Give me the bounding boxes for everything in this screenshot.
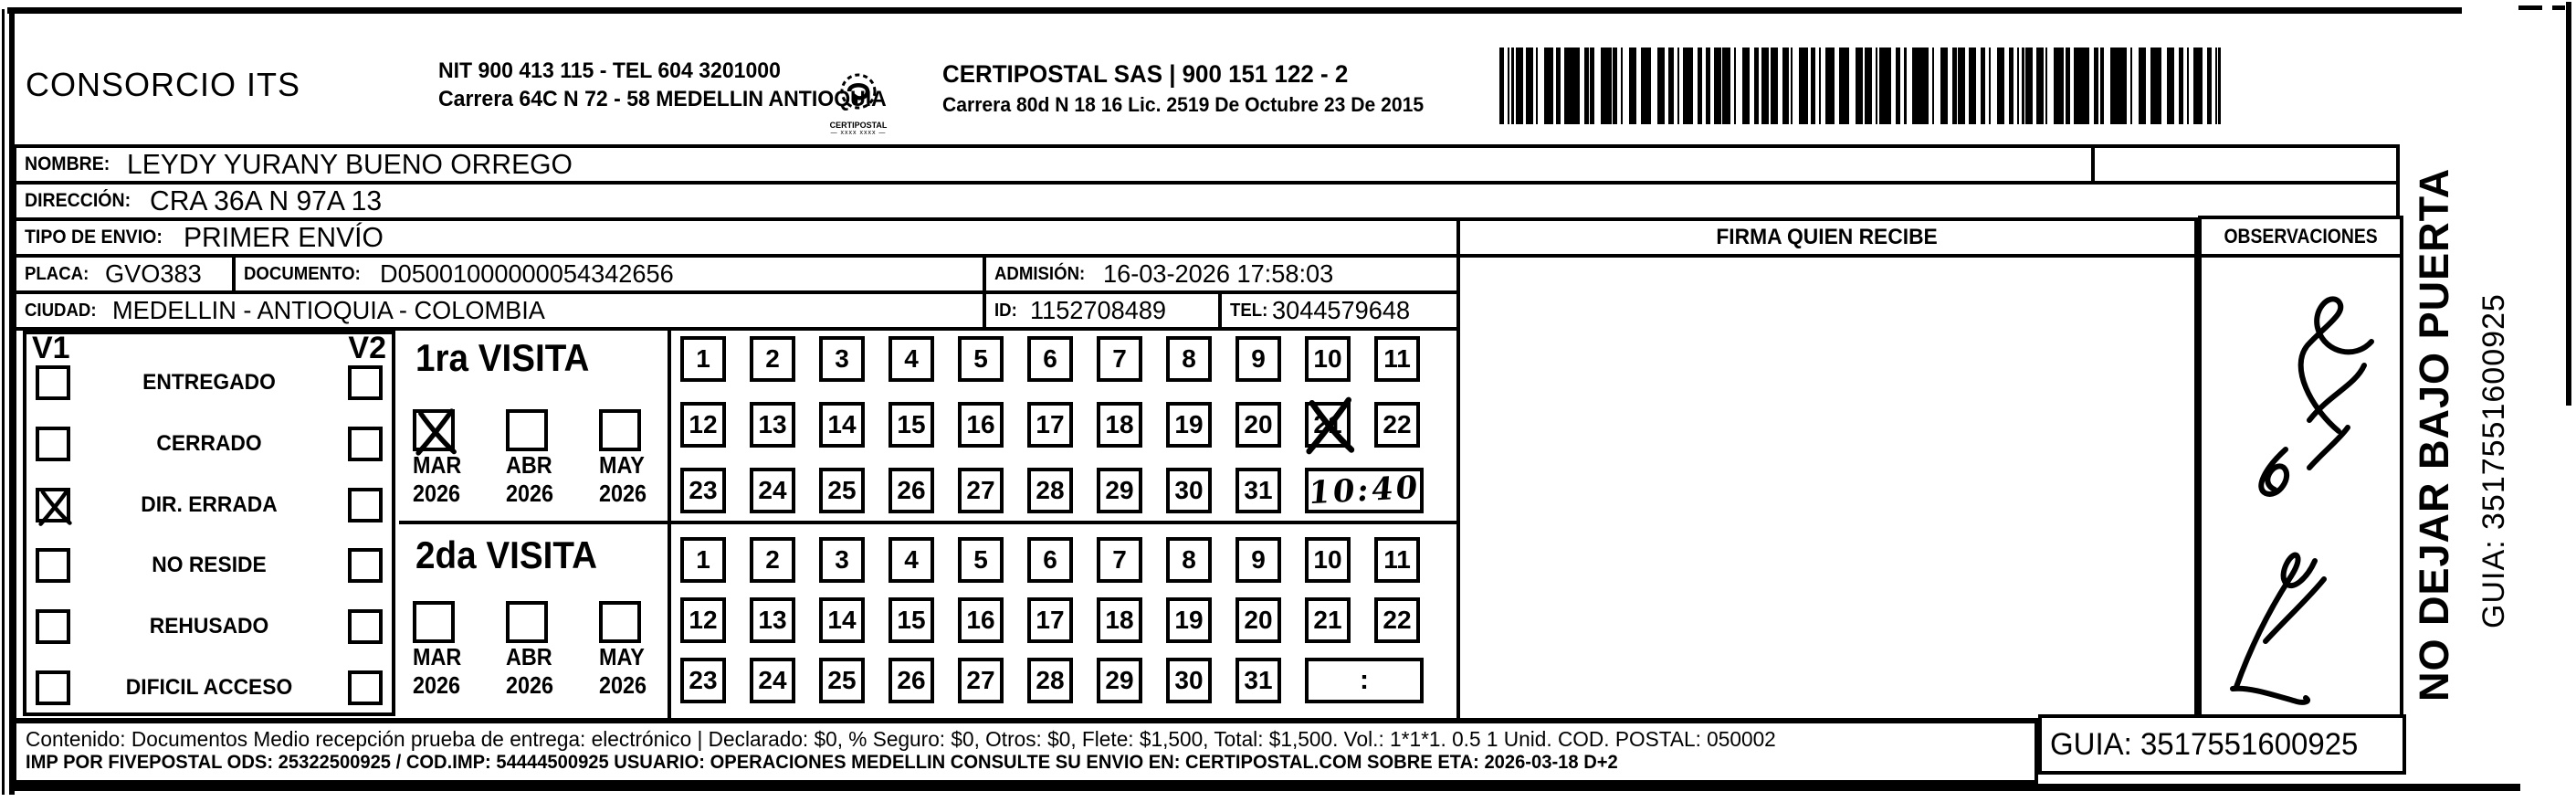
month-year: 2026 bbox=[599, 671, 647, 699]
admision-value: 16-03-2026 17:58:03 bbox=[1102, 259, 1333, 288]
day-24: 24 bbox=[750, 468, 795, 513]
status-label: ENTREGADO bbox=[142, 370, 276, 395]
right-border-line bbox=[2566, 2, 2571, 406]
day-25: 25 bbox=[819, 658, 865, 703]
day-1: 1 bbox=[680, 537, 726, 583]
observaciones-body bbox=[2198, 254, 2403, 722]
day-row bbox=[680, 468, 1424, 513]
top-right-dash bbox=[2518, 5, 2542, 10]
day-20: 20 bbox=[1235, 402, 1281, 448]
v2-header: V2 bbox=[348, 331, 386, 365]
direccion-row bbox=[13, 181, 2400, 221]
certipostal-address: Carrera 80d N 18 16 Lic. 2519 De Octubre 23 De 2015 bbox=[942, 93, 1425, 116]
day-8: 8 bbox=[1166, 336, 1212, 382]
month-year: 2026 bbox=[506, 671, 554, 699]
second-visit-title: 2da VISITA bbox=[415, 533, 597, 576]
observaciones-header-label: OBSERVACIONES bbox=[2224, 225, 2378, 248]
day-14: 14 bbox=[819, 597, 865, 643]
days-second bbox=[680, 537, 1424, 703]
day-4: 4 bbox=[888, 537, 934, 583]
footer-line1: Contenido: Documentos Medio recepción prueba de entrega: electrónico | Declarado: $0, % Seguro: $0, Otros: $0, Flete: $1,500, Total: $1,500. Vol.: 1*1*1. 0.5 1 Unid. COD. POSTAL: 050002 bbox=[26, 727, 1776, 751]
day-27: 27 bbox=[958, 658, 1004, 703]
nombre-row bbox=[13, 144, 2400, 185]
checkbox-v2-entregado bbox=[348, 365, 383, 400]
day-12: 12 bbox=[680, 597, 726, 643]
day-row bbox=[680, 336, 1424, 382]
handwritten-x-mark bbox=[1300, 396, 1359, 456]
day-20: 20 bbox=[1235, 597, 1281, 643]
day-17: 17 bbox=[1027, 597, 1073, 643]
day-24: 24 bbox=[750, 658, 795, 703]
admision-box bbox=[983, 254, 1460, 294]
day-27: 27 bbox=[958, 468, 1004, 513]
day-16: 16 bbox=[958, 597, 1004, 643]
barcode bbox=[1499, 47, 2224, 124]
month-may bbox=[599, 409, 667, 508]
day-21: 21 bbox=[1305, 402, 1351, 448]
day-row bbox=[680, 537, 1424, 583]
firma-header bbox=[1456, 217, 2198, 258]
company-contact-block bbox=[438, 57, 887, 113]
certipostal-line: CERTIPOSTAL SAS | 900 151 122 - 2 bbox=[942, 60, 1349, 88]
top-right-dash2 bbox=[2552, 5, 2565, 10]
time-box bbox=[1305, 658, 1424, 703]
left-border-outer bbox=[2, 9, 5, 795]
side-guia-number: GUIA: 3517551600925 bbox=[2476, 293, 2511, 628]
day-23: 23 bbox=[680, 468, 726, 513]
months-first bbox=[413, 409, 667, 508]
tipo-envio-row bbox=[13, 217, 1460, 258]
days-first bbox=[680, 336, 1424, 513]
day-15: 15 bbox=[888, 597, 934, 643]
day-2: 2 bbox=[750, 537, 795, 583]
month-mar bbox=[413, 601, 480, 700]
day-5: 5 bbox=[958, 336, 1004, 382]
company-address-line: Carrera 64C N 72 - 58 MEDELLIN ANTIOQUIA bbox=[438, 87, 887, 111]
guia-footer-box bbox=[2038, 714, 2406, 775]
month-year: 2026 bbox=[413, 671, 461, 699]
day-22: 22 bbox=[1374, 597, 1420, 643]
tel-value: 3044579648 bbox=[1272, 296, 1411, 324]
day-12: 12 bbox=[680, 402, 726, 448]
day-4: 4 bbox=[888, 336, 934, 382]
observaciones-header bbox=[2198, 216, 2403, 258]
checkbox-month-mar bbox=[413, 409, 455, 451]
checkbox-month-abr bbox=[506, 409, 548, 451]
month-label: MAY bbox=[599, 643, 645, 670]
first-visit-title: 1ra VISITA bbox=[415, 336, 590, 379]
logo-caption: CERTIPOSTAL bbox=[829, 121, 888, 130]
day-10: 10 bbox=[1305, 537, 1351, 583]
day-row bbox=[680, 658, 1424, 703]
tipo-envio-value: PRIMER ENVÍO bbox=[184, 221, 384, 253]
id-value: 1152708489 bbox=[1029, 296, 1166, 324]
status-rows bbox=[36, 365, 383, 705]
month-year: 2026 bbox=[506, 480, 554, 507]
day-11: 11 bbox=[1374, 537, 1420, 583]
id-label: ID: bbox=[994, 300, 1017, 321]
time-box bbox=[1305, 468, 1424, 513]
side-note-no-dejar: NO DEJAR BAJO PUERTA bbox=[2411, 167, 2457, 702]
day-1: 1 bbox=[680, 336, 726, 382]
day-31: 31 bbox=[1235, 658, 1281, 703]
month-mar bbox=[413, 409, 480, 508]
day-31: 31 bbox=[1235, 468, 1281, 513]
handwritten-x-mark bbox=[35, 487, 75, 527]
day-9: 9 bbox=[1235, 537, 1281, 583]
month-label: MAR bbox=[413, 643, 462, 670]
day-25: 25 bbox=[819, 468, 865, 513]
month-label: MAY bbox=[599, 451, 645, 479]
footer-line2: IMP POR FIVEPOSTAL ODS: 25322500925 / COD.IMP: 54444500925 USUARIO: OPERACIONES MEDELLIN CONSULTE SU ENVIO EN: CERTIPOSTAL.COM SOBRE ETA: 2026-03-18 D+2 bbox=[26, 752, 1618, 773]
nombre-value: LEYDY YURANY BUENO ORREGO bbox=[127, 148, 573, 180]
months-second bbox=[413, 601, 667, 700]
handwritten-x-over-day bbox=[1309, 406, 1347, 444]
admision-label: ADMISIÓN: bbox=[994, 263, 1086, 284]
day-21: 21 bbox=[1305, 597, 1351, 643]
day-28: 28 bbox=[1027, 658, 1073, 703]
checkbox-v1-no-reside bbox=[36, 548, 70, 583]
day-7: 7 bbox=[1097, 336, 1142, 382]
day-16: 16 bbox=[958, 402, 1004, 448]
day-23: 23 bbox=[680, 658, 726, 703]
checkbox-v2-dificil-acceso bbox=[348, 670, 383, 705]
day-3: 3 bbox=[819, 537, 865, 583]
checkbox-v1-dificil-acceso bbox=[36, 670, 70, 705]
month-may bbox=[599, 601, 667, 700]
status-row-no-reside bbox=[36, 548, 383, 583]
status-row-rehusado bbox=[36, 609, 383, 644]
tel-box bbox=[1218, 290, 1460, 331]
firma-body bbox=[1456, 254, 2198, 722]
day-18: 18 bbox=[1097, 597, 1142, 643]
day-17: 17 bbox=[1027, 402, 1073, 448]
month-year: 2026 bbox=[413, 480, 461, 507]
checkbox-v2-no-reside bbox=[348, 548, 383, 583]
day-2: 2 bbox=[750, 336, 795, 382]
day-row bbox=[680, 597, 1424, 643]
day-13: 13 bbox=[750, 402, 795, 448]
month-abr bbox=[506, 601, 573, 700]
status-label: NO RESIDE bbox=[152, 553, 267, 578]
day-19: 19 bbox=[1166, 402, 1212, 448]
checkbox-month-mar bbox=[413, 601, 455, 643]
checkbox-v1-dir-errada bbox=[36, 488, 70, 522]
month-year: 2026 bbox=[599, 480, 647, 507]
day-10: 10 bbox=[1305, 336, 1351, 382]
checkbox-month-may bbox=[599, 601, 641, 643]
month-abr bbox=[506, 409, 573, 508]
placa-label: PLACA: bbox=[25, 263, 89, 284]
placa-value: GVO383 bbox=[104, 259, 202, 288]
handwritten-signature-scribble bbox=[2202, 258, 2400, 718]
visit-rows-divider bbox=[399, 521, 1460, 524]
direccion-value: CRA 36A N 97A 13 bbox=[149, 185, 382, 216]
checkbox-v2-cerrado bbox=[348, 427, 383, 461]
status-row-entregado bbox=[36, 365, 383, 400]
tipo-envio-label: TIPO DE ENVIO: bbox=[25, 227, 163, 248]
footer-box bbox=[13, 720, 2038, 784]
ciudad-label: CIUDAD: bbox=[25, 300, 97, 321]
guia-footer-value: GUIA: 3517551600925 bbox=[2050, 726, 2359, 762]
day-14: 14 bbox=[819, 402, 865, 448]
bottom-border-line bbox=[13, 784, 2520, 791]
company-nit-line: NIT 900 413 115 - TEL 604 3201000 bbox=[438, 58, 781, 83]
direccion-label: DIRECCIÓN: bbox=[25, 190, 131, 211]
status-panel bbox=[23, 331, 395, 716]
checkbox-month-may bbox=[599, 409, 641, 451]
nombre-row-divider bbox=[2091, 146, 2095, 183]
day-29: 29 bbox=[1097, 468, 1142, 513]
placa-box bbox=[13, 254, 236, 294]
tel-label: TEL: bbox=[1230, 300, 1268, 321]
day-15: 15 bbox=[888, 402, 934, 448]
firma-header-label: FIRMA QUIEN RECIBE bbox=[1716, 225, 1939, 249]
day-19: 19 bbox=[1166, 597, 1212, 643]
status-row-dificil-acceso bbox=[36, 670, 383, 705]
day-9: 9 bbox=[1235, 336, 1281, 382]
ciudad-value: MEDELLIN - ANTIOQUIA - COLOMBIA bbox=[112, 296, 546, 324]
month-label: ABR bbox=[506, 451, 552, 479]
checkbox-v2-rehusado bbox=[348, 609, 383, 644]
day-8: 8 bbox=[1166, 537, 1212, 583]
day-30: 30 bbox=[1166, 658, 1212, 703]
status-label: DIFICIL ACCESO bbox=[125, 674, 293, 700]
visit-label-divider bbox=[668, 327, 671, 722]
logo-caption2: — xxxx xxxx — bbox=[830, 130, 887, 136]
day-29: 29 bbox=[1097, 658, 1142, 703]
status-label: CERRADO bbox=[156, 430, 262, 456]
day-28: 28 bbox=[1027, 468, 1073, 513]
checkbox-v2-dir-errada bbox=[348, 488, 383, 522]
day-row bbox=[680, 402, 1424, 448]
status-label: DIR. ERRADA bbox=[141, 491, 278, 517]
day-22: 22 bbox=[1374, 402, 1420, 448]
status-row-cerrado bbox=[36, 427, 383, 461]
handwritten-time: 10:40 bbox=[1307, 469, 1422, 512]
day-26: 26 bbox=[888, 468, 934, 513]
checkbox-v1-entregado bbox=[36, 365, 70, 400]
company-name: CONSORCIO ITS bbox=[26, 66, 301, 103]
documento-value: D05001000000054342656 bbox=[380, 259, 675, 288]
top-border-line bbox=[7, 7, 2462, 14]
month-label: ABR bbox=[506, 643, 552, 670]
day-7: 7 bbox=[1097, 537, 1142, 583]
time-colon: : bbox=[1360, 665, 1369, 695]
status-row-dir-errada bbox=[36, 488, 383, 522]
stamp-circle-icon bbox=[833, 69, 884, 117]
handwritten-x-mark bbox=[411, 407, 460, 457]
documento-box bbox=[232, 254, 986, 294]
checkbox-v1-rehusado bbox=[36, 609, 70, 644]
checkbox-month-abr bbox=[506, 601, 548, 643]
day-6: 6 bbox=[1027, 336, 1073, 382]
status-label: REHUSADO bbox=[149, 614, 269, 639]
day-5: 5 bbox=[958, 537, 1004, 583]
day-3: 3 bbox=[819, 336, 865, 382]
ciudad-box bbox=[13, 290, 986, 331]
month-label: MAR bbox=[413, 451, 462, 479]
nombre-label: NOMBRE: bbox=[25, 153, 110, 174]
day-6: 6 bbox=[1027, 537, 1073, 583]
id-box bbox=[983, 290, 1222, 331]
certipostal-stamp-icon bbox=[826, 69, 890, 136]
checkbox-v1-cerrado bbox=[36, 427, 70, 461]
v1-header: V1 bbox=[32, 331, 70, 365]
documento-label: DOCUMENTO: bbox=[244, 263, 361, 284]
day-11: 11 bbox=[1374, 336, 1420, 382]
day-26: 26 bbox=[888, 658, 934, 703]
day-30: 30 bbox=[1166, 468, 1212, 513]
day-18: 18 bbox=[1097, 402, 1142, 448]
day-13: 13 bbox=[750, 597, 795, 643]
